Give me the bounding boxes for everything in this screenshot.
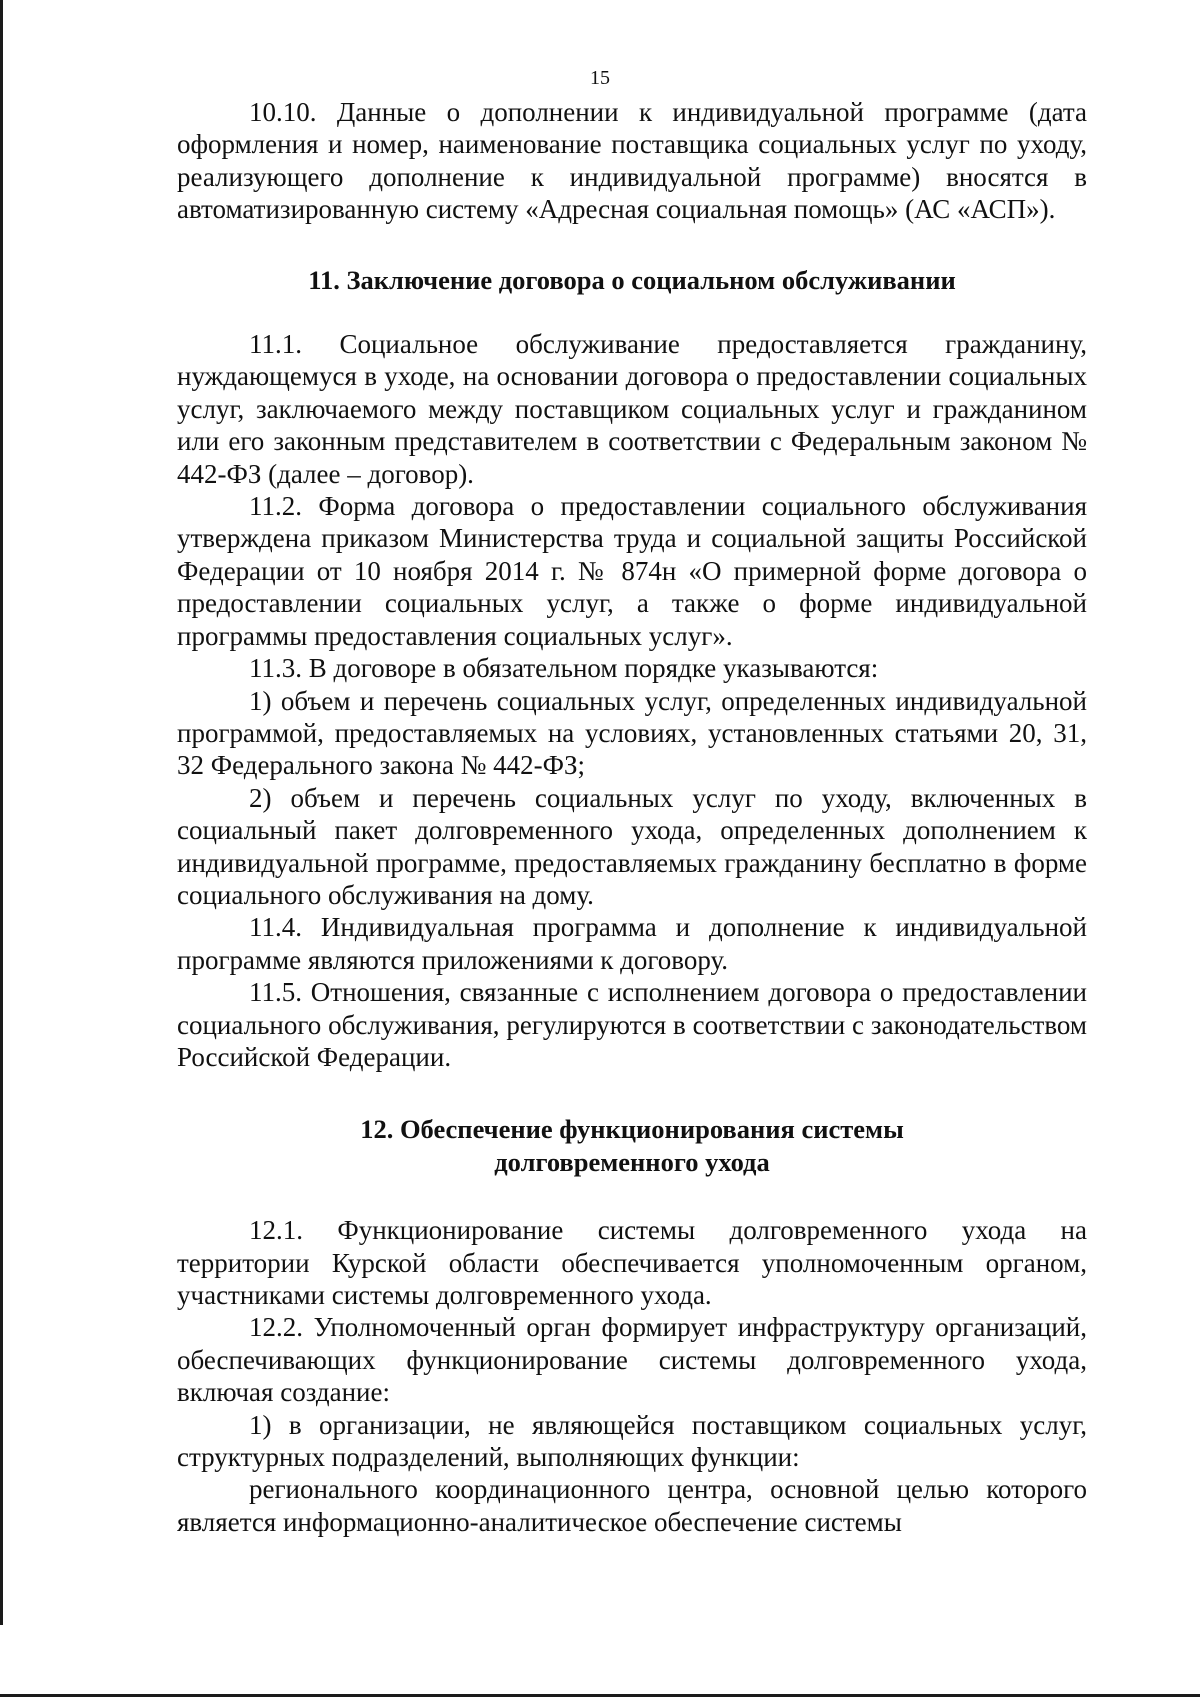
list-item-11-3-1: 1) объем и перечень социальных услуг, определенных индивидуальной программой, предоставляемых на условиях, установленных статьями 20, 31, 32 Федерального закона № 442-ФЗ;: [177, 685, 1087, 781]
section-12-heading-line-1: 12. Обеспечение функционирования системы: [360, 1114, 904, 1145]
section-12-body: [177, 1214, 1087, 1538]
paragraph-11-1: 11.1. Социальное обслуживание предоставляется гражданину, нуждающемуся в уходе, на основании договора о предоставлении социальных услуг, заключаемого между поставщиком социальных услуг и гражданином или его законным представителем в соответствии с Федеральным законом № 442-ФЗ (далее – договор).: [177, 329, 1087, 489]
paragraph-11-3: 11.3. В договоре в обязательном порядке указываются:: [249, 653, 879, 684]
paragraph-11-5: 11.5. Отношения, связанные с исполнением договора о предоставлении социального обслуживания, регулируются в соответствии с законодательством Российской Федерации.: [177, 977, 1087, 1072]
list-item-11-3-2: 2) объем и перечень социальных услуг по уходу, включенных в социальный пакет долговременного ухода, определенных дополнением к индивидуальной программе, предоставляемых гражданину бесплатно в форме социального обслуживания на дому.: [177, 782, 1087, 910]
scan-border-bottom: [0, 1694, 1200, 1697]
section-11-heading: 11. Заключение договора о социальном обслуживании: [308, 264, 956, 295]
paragraph-11-4: 11.4. Индивидуальная программа и дополнение к индивидуальной программе являются приложениями к договору.: [177, 912, 1087, 975]
section-12-heading-line-2: долговременного ухода: [494, 1146, 770, 1177]
paragraph-12-1: 12.1. Функционирование системы долговременного ухода на территории Курской области обеспечивается уполномоченным органом, участниками системы долговременного ухода.: [177, 1215, 1087, 1310]
section-11-body: [177, 328, 1087, 1073]
paragraph-10-10: 10.10. Данные о дополнении к индивидуальной программе (дата оформления и номер, наименование поставщика социальных услуг по уходу, реализующего дополнение к индивидуальной программе) вносятся в автоматизированную систему «Адресная социальная помощь» (АС «АСП»).: [177, 97, 1087, 225]
scan-border-left: [0, 0, 3, 1625]
list-item-12-2-1: 1) в организации, не являющейся поставщиком социальных услуг, структурных подразделений, выполняющих функции:: [177, 1409, 1087, 1473]
paragraph-12-2: 12.2. Уполномоченный орган формирует инфраструктуру организаций, обеспечивающих функционирование системы долговременного ухода, включая создание:: [177, 1312, 1087, 1408]
section-12-heading: [177, 1113, 1087, 1178]
document-body: [177, 96, 1087, 1538]
page-number: 15: [590, 67, 610, 89]
paragraph-regional-center: регионального координационного центра, основной целью которого является информационно-аналитическое обеспечение системы: [177, 1474, 1087, 1537]
paragraph-11-2: 11.2. Форма договора о предоставлении социального обслуживания утверждена приказом Министерства труда и социальной защиты Российской Федерации от 10 ноября 2014 г. № 874н «О примерной форме договора о предоставлении социальных услуг, а также о форме индивидуальной программы предоставления социальных услуг».: [177, 491, 1087, 651]
